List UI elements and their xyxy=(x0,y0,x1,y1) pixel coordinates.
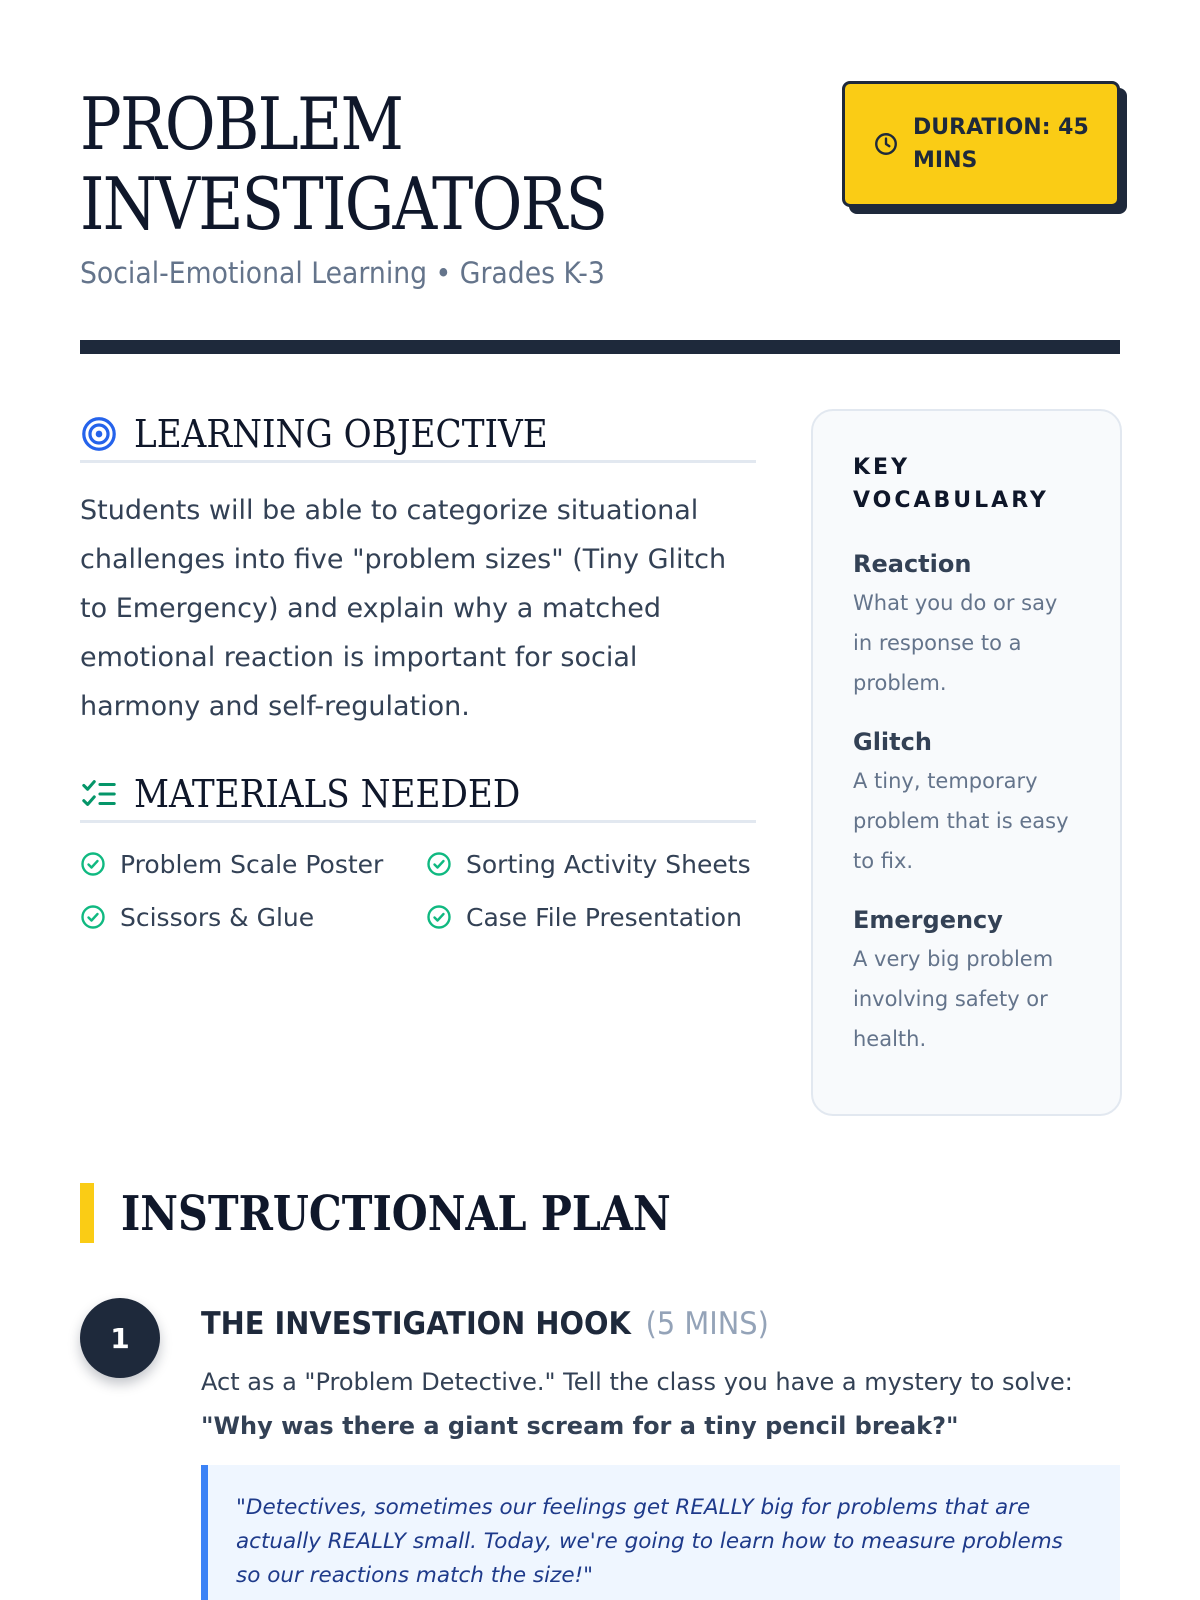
checklist-icon xyxy=(80,775,118,813)
step-number-badge: 1 xyxy=(80,1298,160,1378)
clock-icon xyxy=(873,131,899,157)
vocabulary-list xyxy=(853,547,1080,1059)
duration-badge xyxy=(842,81,1120,207)
list-item xyxy=(80,899,426,935)
material-label: Scissors & Glue xyxy=(120,902,315,932)
page-title xyxy=(80,84,974,244)
list-item xyxy=(426,846,760,882)
title-line: PROBLEM xyxy=(80,82,403,166)
vocabulary-card xyxy=(811,409,1122,1116)
step-description-text: Act as a "Problem Detective." Tell the class you have a mystery to solve: xyxy=(201,1368,1073,1396)
vocabulary-definition: A very big problem involving safety or health. xyxy=(853,947,1054,1051)
material-label: Problem Scale Poster xyxy=(120,849,384,879)
vocabulary-definition: What you do or say in response to a problem. xyxy=(853,591,1058,695)
header-divider xyxy=(80,340,1120,354)
material-label: Case File Presentation xyxy=(466,902,742,932)
plan-title: INSTRUCTIONAL PLAN xyxy=(121,1186,671,1242)
vocabulary-entry xyxy=(853,547,1080,703)
step-title xyxy=(201,1302,769,1346)
plan-accent-bar xyxy=(80,1183,94,1243)
check-circle-icon xyxy=(426,851,452,877)
teacher-script-quote xyxy=(201,1465,1120,1600)
material-label: Sorting Activity Sheets xyxy=(466,849,751,879)
check-circle-icon xyxy=(80,851,106,877)
objective-title: LEARNING OBJECTIVE xyxy=(134,411,548,456)
list-item xyxy=(80,846,426,882)
vocabulary-term: Glitch xyxy=(853,728,932,756)
objective-heading xyxy=(80,407,756,463)
step-duration: (5 MINS) xyxy=(645,1306,769,1342)
vocabulary-entry xyxy=(853,725,1080,881)
vocabulary-title: KEY VOCABULARY xyxy=(853,455,1049,513)
list-item xyxy=(426,899,760,935)
title-line: INVESTIGATORS xyxy=(80,162,607,246)
duration-label: DURATION: 45 MINS xyxy=(913,115,1089,173)
vocabulary-term: Reaction xyxy=(853,550,972,578)
vocabulary-term: Emergency xyxy=(853,906,1003,934)
materials-heading xyxy=(80,767,756,823)
materials-title: MATERIALS NEEDED xyxy=(134,771,521,816)
quote-text: "Detectives, sometimes our feelings get REALLY big for problems that are actually REALLY small. Today, we're going to learn how to measure problems so our reactions match the size!" xyxy=(236,1495,1063,1588)
materials-list xyxy=(80,846,760,935)
check-circle-icon xyxy=(80,904,106,930)
subtitle: Social-Emotional Learning • Grades K-3 xyxy=(80,256,605,290)
vocabulary-definition: A tiny, temporary problem that is easy to fix. xyxy=(853,769,1069,873)
step-title-text: THE INVESTIGATION HOOK xyxy=(201,1306,631,1342)
vocabulary-entry xyxy=(853,903,1080,1059)
step-question: "Why was there a giant scream for a tiny pencil break?" xyxy=(201,1412,959,1440)
objective-text: Students will be able to categorize situational challenges into five "problem sizes" (Tiny Glitch to Emergency) and explain why a matched emotional reaction is important for social harmony and self-regulation. xyxy=(80,495,727,722)
step-description xyxy=(201,1360,1131,1448)
check-circle-icon xyxy=(426,904,452,930)
target-icon xyxy=(80,415,118,453)
